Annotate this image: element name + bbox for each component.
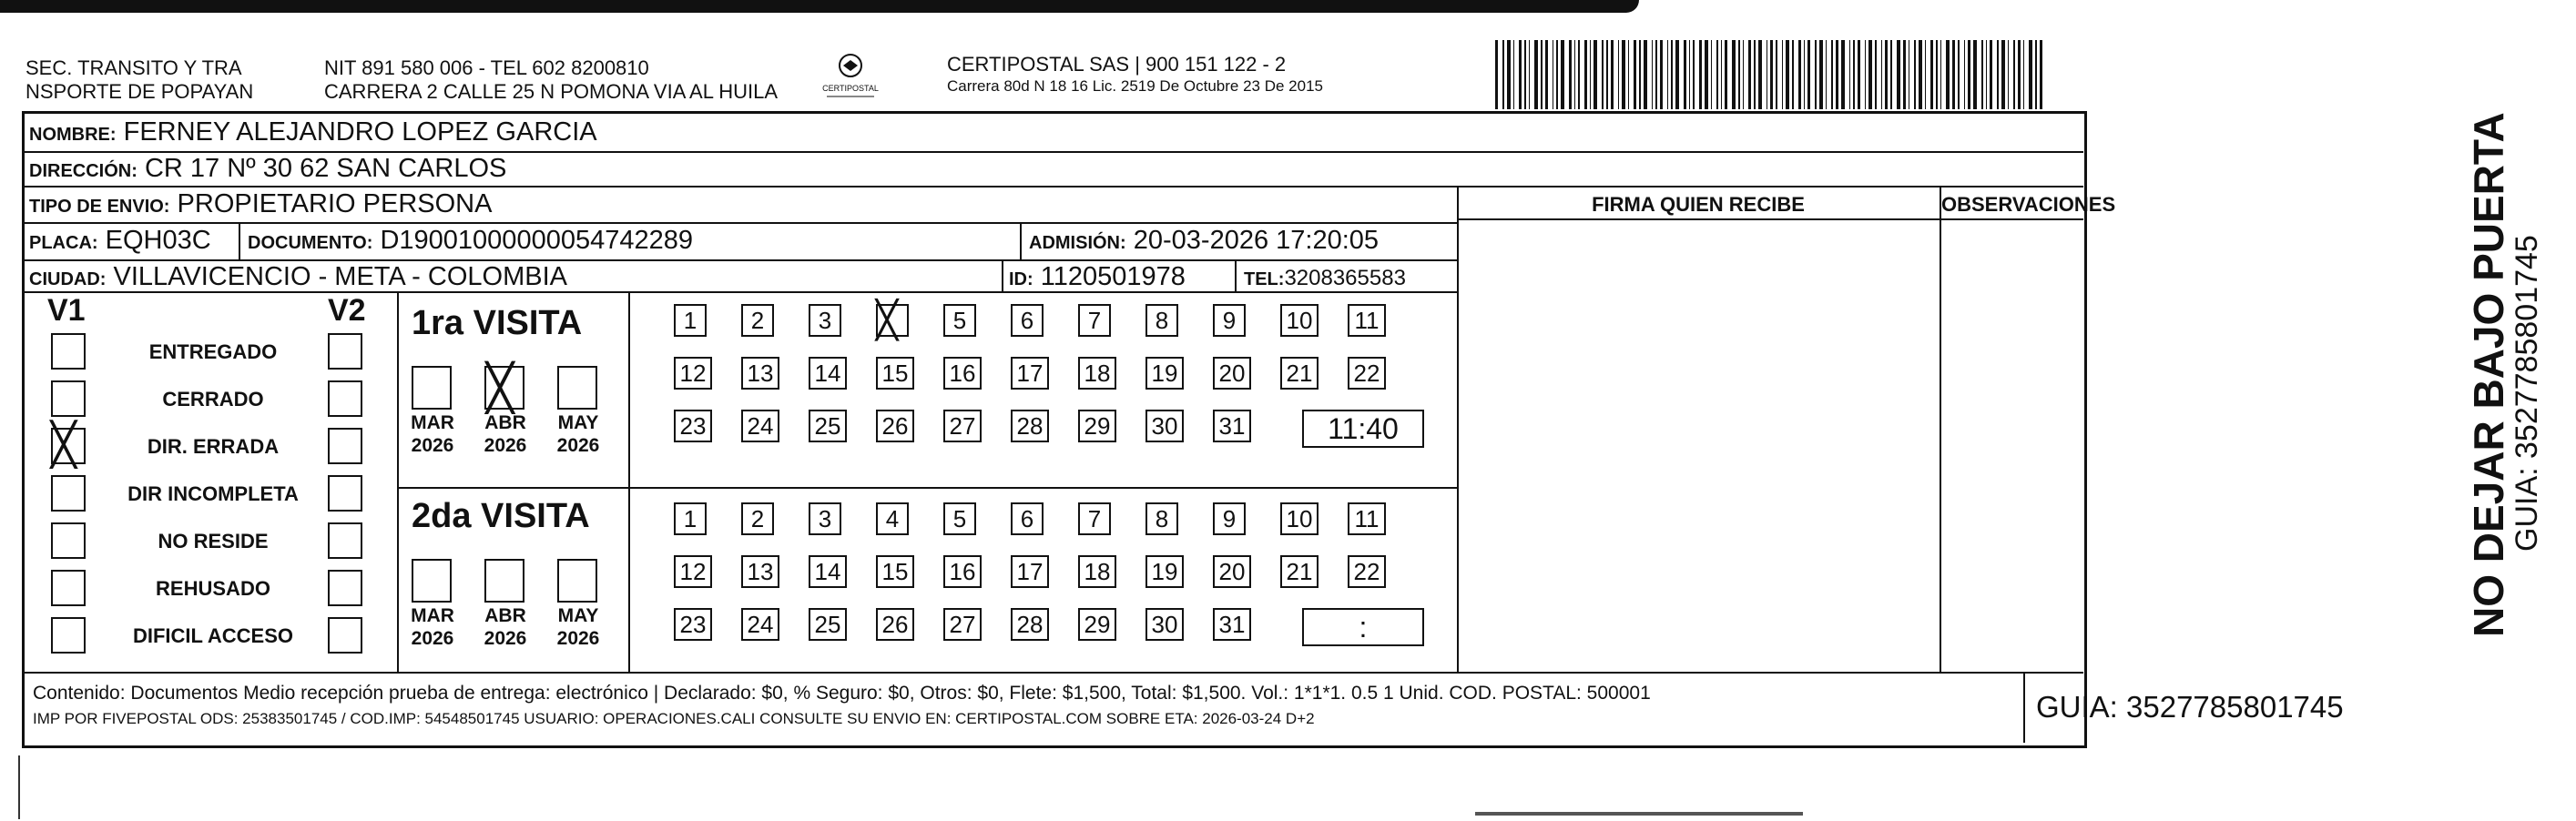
- side-guia: GUIA: 3527785801745: [2510, 235, 2544, 552]
- id-label: ID:: [1009, 269, 1033, 289]
- day-box[interactable]: 2: [741, 304, 774, 337]
- v1-checkbox[interactable]: [51, 617, 86, 654]
- day-box[interactable]: 8: [1145, 502, 1178, 535]
- day-box[interactable]: 19: [1145, 357, 1184, 390]
- day-box[interactable]: 20: [1213, 357, 1251, 390]
- nombre-label: NOMBRE:: [29, 125, 117, 145]
- nombre-field: [29, 117, 597, 150]
- check-mark-icon: ╳: [486, 361, 514, 414]
- day-box[interactable]: 31: [1213, 410, 1251, 442]
- carrier-name: CERTIPOSTAL SAS | 900 151 122 - 2: [947, 53, 1287, 76]
- month-name: ABR: [484, 412, 526, 433]
- contenido-text: Contenido: Documentos Medio recepción prueba de entrega: electrónico | Declarado: $0, % Seguro: $0, Otros: $0, Flete: $1,500, Total: $1,500. Vol.: 1*1*1. 0.5 1 Unid. COD. POSTAL: 500001: [33, 683, 1651, 704]
- tipo-field: [29, 188, 492, 222]
- day-box[interactable]: 26: [876, 410, 914, 442]
- day-box[interactable]: 6: [1011, 502, 1044, 535]
- month-checkbox[interactable]: [557, 559, 597, 603]
- day-box[interactable]: 29: [1078, 608, 1116, 641]
- day-box[interactable]: 7: [1078, 502, 1111, 535]
- col-divider: [628, 291, 630, 672]
- v1-checkbox[interactable]: [51, 522, 86, 559]
- col-divider: [2023, 674, 2025, 743]
- day-box[interactable]: 22: [1348, 555, 1386, 588]
- day-box[interactable]: 1: [674, 502, 707, 535]
- col-divider: [1002, 259, 1003, 292]
- ciudad-value: VILLAVICENCIO - META - COLOMBIA: [113, 262, 567, 291]
- signature-area[interactable]: [1466, 228, 1930, 664]
- month-name: MAY: [557, 412, 599, 433]
- day-box[interactable]: 18: [1078, 357, 1116, 390]
- day-box[interactable]: 21: [1280, 357, 1319, 390]
- observations-area[interactable]: [1949, 228, 2076, 664]
- col-divider: [1235, 259, 1237, 292]
- day-box[interactable]: 27: [943, 608, 982, 641]
- day-box[interactable]: 24: [741, 410, 779, 442]
- day-box[interactable]: 20: [1213, 555, 1251, 588]
- day-box[interactable]: 14: [809, 357, 847, 390]
- day-box[interactable]: 5: [943, 502, 976, 535]
- tipo-label: TIPO DE ENVIO:: [29, 197, 170, 217]
- v2-checkbox[interactable]: [328, 617, 362, 654]
- month-name: ABR: [484, 605, 526, 626]
- day-box[interactable]: 24: [741, 608, 779, 641]
- v1-checkbox[interactable]: [51, 420, 86, 469]
- status-label: DIR INCOMPLETA: [127, 482, 299, 505]
- id-value: 1120501978: [1040, 262, 1186, 291]
- month-year: 2026: [556, 628, 600, 649]
- row-divider: [1457, 218, 2083, 220]
- v2-checkbox[interactable]: [328, 428, 362, 464]
- month-year: 2026: [484, 435, 527, 456]
- day-box[interactable]: 5: [943, 304, 976, 337]
- placa-label: PLACA:: [29, 233, 98, 253]
- day-box[interactable]: 31: [1213, 608, 1251, 641]
- day-box[interactable]: 3: [809, 304, 841, 337]
- day-box[interactable]: 10: [1280, 304, 1319, 337]
- month-name: MAY: [557, 605, 599, 626]
- day-box[interactable]: 15: [876, 555, 914, 588]
- v2-checkbox[interactable]: [328, 522, 362, 559]
- tipo-value: PROPIETARIO PERSONA: [177, 189, 493, 218]
- col-divider: [1457, 187, 1459, 672]
- scan-artifact: [18, 755, 20, 819]
- imp-text: IMP POR FIVEPOSTAL ODS: 25383501745 / COD.IMP: 54548501745 USUARIO: OPERACIONES.CALI CONSULTE SU ENVIO EN: CERTIPOSTAL.COM SOBRE ETA: 2026-03-24 D+2: [33, 710, 1315, 727]
- day-box[interactable]: 16: [943, 357, 982, 390]
- day-box[interactable]: 2: [741, 502, 774, 535]
- day-box[interactable]: 21: [1280, 555, 1319, 588]
- v1-checkbox[interactable]: [51, 570, 86, 606]
- month-year: 2026: [411, 435, 454, 456]
- month-checkbox[interactable]: [484, 361, 524, 414]
- day-box[interactable]: 17: [1011, 555, 1049, 588]
- month-checkbox[interactable]: [412, 559, 452, 603]
- time-box[interactable]: 11:40: [1302, 410, 1424, 448]
- admision-label: ADMISIÓN:: [1029, 233, 1126, 253]
- month-label: [546, 411, 610, 457]
- tel-field: [1244, 263, 1406, 295]
- svg-text:CERTIPOSTAL: CERTIPOSTAL: [822, 84, 879, 93]
- month-year: 2026: [556, 435, 600, 456]
- month-label: [401, 604, 464, 650]
- direccion-label: DIRECCIÓN:: [29, 161, 137, 181]
- v2-checkbox[interactable]: [328, 333, 362, 370]
- month-year: 2026: [484, 628, 527, 649]
- admision-field: [1029, 225, 1379, 258]
- direccion-field: [29, 153, 506, 187]
- day-box[interactable]: 11: [1348, 304, 1386, 337]
- address-line: CARRERA 2 CALLE 25 N POMONA VIA AL HUILA: [324, 80, 779, 103]
- day-box[interactable]: 28: [1011, 410, 1049, 442]
- nit-line: NIT 891 580 006 - TEL 602 8200810: [324, 56, 649, 79]
- status-label: NO RESIDE: [158, 530, 269, 552]
- day-box[interactable]: 29: [1078, 410, 1116, 442]
- status-label: REHUSADO: [156, 577, 270, 600]
- visit1-title: 1ra VISITA: [412, 304, 583, 342]
- day-box[interactable]: 15: [876, 357, 914, 390]
- sender-contact-block: [324, 56, 778, 104]
- tel-label: TEL:: [1244, 269, 1285, 289]
- col-divider: [1020, 222, 1022, 260]
- day-box[interactable]: 3: [809, 502, 841, 535]
- v1-checkbox[interactable]: [51, 333, 86, 370]
- day-box[interactable]: 22: [1348, 357, 1386, 390]
- nombre-value: FERNEY ALEJANDRO LOPEZ GARCIA: [123, 117, 597, 147]
- check-mark-icon: ╳: [51, 420, 76, 469]
- time-box[interactable]: :: [1302, 608, 1424, 646]
- admision-value: 20-03-2026 17:20:05: [1133, 226, 1380, 255]
- day-box[interactable]: 30: [1145, 410, 1184, 442]
- firma-header: FIRMA QUIEN RECIBE: [1592, 193, 1805, 216]
- day-box[interactable]: 25: [809, 410, 847, 442]
- barcode: [1495, 40, 2224, 109]
- visit-divider: [397, 487, 1457, 489]
- day-box[interactable]: 14: [809, 555, 847, 588]
- placa-value: EQH03C: [105, 226, 211, 255]
- day-box[interactable]: 25: [809, 608, 847, 641]
- visit2-title: 2da VISITA: [412, 497, 590, 535]
- sender-line-2: NSPORTE DE POPAYAN: [25, 80, 254, 103]
- month-checkbox[interactable]: [412, 366, 452, 410]
- month-label: [473, 411, 537, 457]
- footer-guia: GUIA: 3527785801745: [2036, 690, 2344, 724]
- day-box[interactable]: 19: [1145, 555, 1184, 588]
- v1-checkbox[interactable]: [51, 475, 86, 512]
- status-label: DIR. ERRADA: [147, 435, 280, 458]
- day-box[interactable]: 18: [1078, 555, 1116, 588]
- day-box[interactable]: 12: [674, 357, 712, 390]
- observaciones-header: OBSERVACIONES: [1941, 193, 2116, 216]
- day-box[interactable]: 26: [876, 608, 914, 641]
- documento-field: [248, 225, 693, 258]
- day-box[interactable]: 23: [674, 608, 712, 641]
- month-label: [401, 411, 464, 457]
- v1-checkbox[interactable]: [51, 380, 86, 417]
- documento-label: DOCUMENTO:: [248, 233, 373, 253]
- carrier-logo: [818, 51, 883, 104]
- day-box[interactable]: 30: [1145, 608, 1184, 641]
- ciudad-field: [29, 261, 567, 295]
- month-label: [473, 604, 537, 650]
- day-box[interactable]: 16: [943, 555, 982, 588]
- day-box[interactable]: [876, 299, 909, 341]
- month-checkbox[interactable]: [484, 559, 524, 603]
- day-box[interactable]: 4: [876, 502, 909, 535]
- check-mark-icon: ╳: [876, 299, 899, 341]
- day-box[interactable]: 27: [943, 410, 982, 442]
- top-band: [0, 0, 1639, 13]
- status-label: DIFICIL ACCESO: [132, 624, 293, 647]
- month-name: MAR: [411, 412, 454, 433]
- id-field: [1009, 261, 1186, 295]
- logo-icon: [818, 51, 883, 104]
- day-box[interactable]: 10: [1280, 502, 1319, 535]
- day-box[interactable]: 6: [1011, 304, 1044, 337]
- sender-line-1: SEC. TRANSITO Y TRA: [25, 56, 242, 79]
- month-label: [546, 604, 610, 650]
- v2-checkbox[interactable]: [328, 475, 362, 512]
- documento-value: D19001000000054742289: [380, 226, 693, 255]
- day-box[interactable]: 12: [674, 555, 712, 588]
- direccion-value: CR 17 Nº 30 62 SAN CARLOS: [144, 154, 507, 183]
- side-notice: NO DEJAR BAJO PUERTA: [2465, 112, 2512, 637]
- footer-divider: [24, 672, 2083, 674]
- v2-checkbox[interactable]: [328, 570, 362, 606]
- ciudad-label: CIUDAD:: [29, 269, 107, 289]
- day-box[interactable]: 7: [1078, 304, 1111, 337]
- tel-value: 3208365583: [1284, 266, 1406, 290]
- v2-checkbox[interactable]: [328, 380, 362, 417]
- day-box[interactable]: 28: [1011, 608, 1049, 641]
- day-box[interactable]: 23: [674, 410, 712, 442]
- status-label: CERRADO: [162, 388, 264, 410]
- col-divider: [397, 291, 399, 672]
- carrier-block: [947, 53, 1323, 96]
- col-divider: [1940, 187, 1941, 672]
- v2-header: V2: [328, 293, 366, 328]
- status-label: ENTREGADO: [148, 340, 278, 363]
- day-box[interactable]: 17: [1011, 357, 1049, 390]
- day-box[interactable]: 13: [741, 555, 779, 588]
- month-checkbox[interactable]: [557, 366, 597, 410]
- day-box[interactable]: 8: [1145, 304, 1178, 337]
- sender-block: [25, 56, 253, 104]
- day-box[interactable]: 9: [1213, 304, 1246, 337]
- carrier-address: Carrera 80d N 18 16 Lic. 2519 De Octubre 23 De 2015: [947, 77, 1323, 95]
- month-year: 2026: [411, 628, 454, 649]
- placa-field: [29, 225, 211, 258]
- day-box[interactable]: 1: [674, 304, 707, 337]
- col-divider: [239, 222, 240, 260]
- v1-header: V1: [47, 293, 86, 328]
- day-box[interactable]: 13: [741, 357, 779, 390]
- day-box[interactable]: 9: [1213, 502, 1246, 535]
- day-box[interactable]: 11: [1348, 502, 1386, 535]
- month-name: MAR: [411, 605, 454, 626]
- scan-artifact: [1475, 812, 1803, 816]
